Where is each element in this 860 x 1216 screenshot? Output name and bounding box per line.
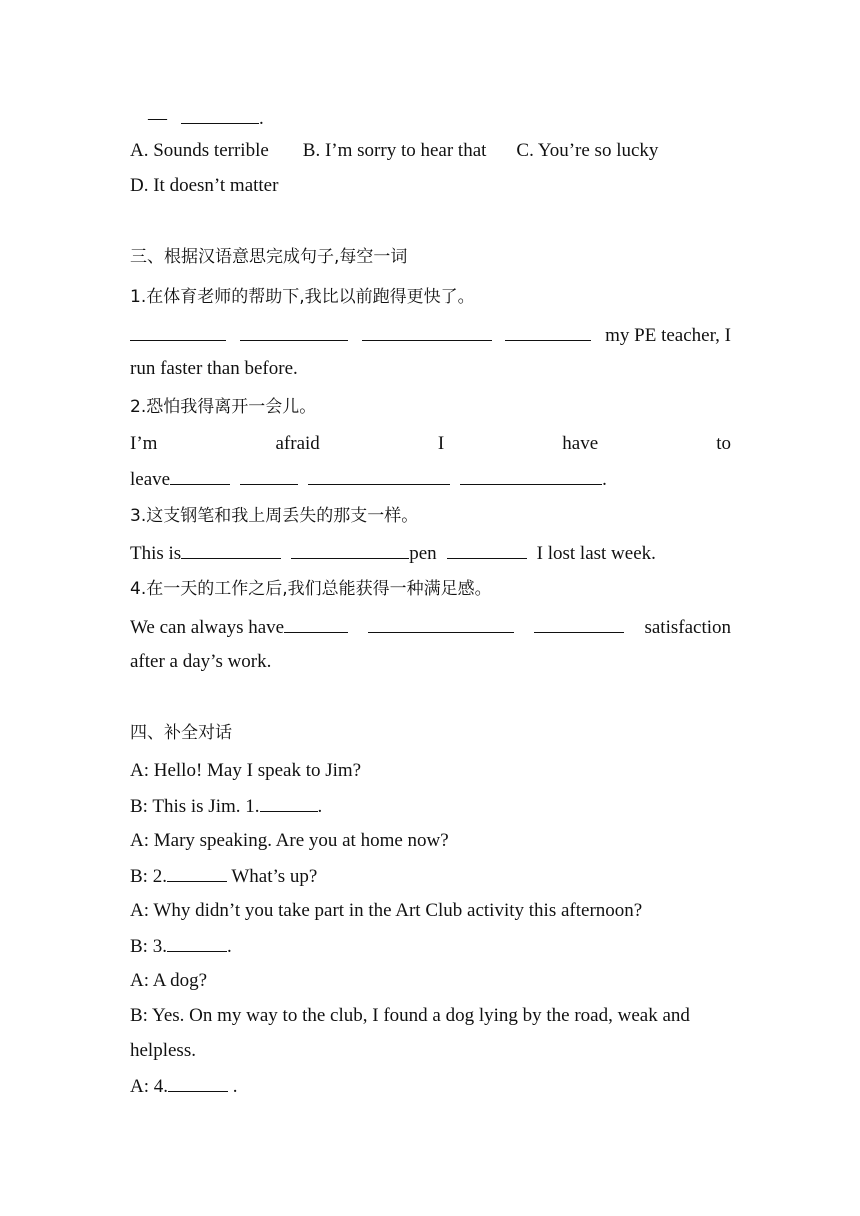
option-d: D. It doesn’t matter xyxy=(130,175,279,196)
word: I’m xyxy=(130,433,158,454)
dialogue-line xyxy=(130,934,731,959)
question-2-english-cont xyxy=(130,467,731,492)
period: . xyxy=(602,469,607,490)
blank[interactable] xyxy=(291,541,409,559)
dash: — xyxy=(148,108,167,129)
blank[interactable] xyxy=(181,541,281,559)
question-1-chinese: 1.在体育老师的帮助下,我比以前跑得更快了。 xyxy=(130,287,475,307)
dialogue-text: B: 3. xyxy=(130,936,167,957)
option-c: C. You’re so lucky xyxy=(516,140,659,161)
blank[interactable] xyxy=(447,541,527,559)
section-heading: 三、根据汉语意思完成句子,每空一词 xyxy=(130,247,408,267)
dialogue-line: A: A dog? xyxy=(130,970,208,991)
dialogue-line-cont: helpless. xyxy=(130,1040,196,1061)
dialogue-line: A: Hello! May I speak to Jim? xyxy=(130,760,362,781)
dialogue-text: . xyxy=(226,936,232,957)
question-2-chinese: 2.恐怕我得离开一会儿。 xyxy=(130,397,317,417)
blank[interactable] xyxy=(505,323,591,341)
dialogue-text: . xyxy=(228,1076,238,1097)
word: This is xyxy=(130,543,182,564)
blank[interactable] xyxy=(460,467,602,485)
question-3-english xyxy=(130,541,731,566)
sentence-tail: my PE teacher, I xyxy=(605,325,731,346)
question-1-english xyxy=(130,323,731,348)
dialogue-line: A: Mary speaking. Are you at home now? xyxy=(130,830,449,851)
option-a: A. Sounds terrible xyxy=(130,140,269,161)
dialogue-line: A: Why didn’t you take part in the Art Club activity this afternoon? xyxy=(130,900,643,921)
options-row xyxy=(130,139,731,163)
blank[interactable] xyxy=(308,467,450,485)
option-b: B. I’m sorry to hear that xyxy=(302,140,487,161)
question-4-chinese: 4.在一天的工作之后,我们总能获得一种满足感。 xyxy=(130,579,492,599)
word: leave xyxy=(130,469,171,490)
period: . xyxy=(259,108,264,129)
word: pen xyxy=(409,543,437,564)
blank[interactable] xyxy=(240,467,298,485)
dialogue-text: What’s up? xyxy=(226,866,318,887)
question-3-chinese: 3.这支钢笔和我上周丢失的那支一样。 xyxy=(130,506,419,526)
dialogue-blank[interactable] xyxy=(167,934,227,952)
dialogue-line xyxy=(130,864,731,889)
word: to xyxy=(716,433,731,454)
section-heading: 四、补全对话 xyxy=(130,723,232,743)
word: satisfaction xyxy=(644,617,731,638)
blank[interactable] xyxy=(240,323,348,341)
question-4-english xyxy=(130,615,731,640)
dialogue-text: . xyxy=(317,796,323,817)
answer-blank[interactable] xyxy=(181,106,259,124)
blank[interactable] xyxy=(534,615,624,633)
blank[interactable] xyxy=(368,615,514,633)
dialogue-blank[interactable] xyxy=(167,864,227,882)
question-2-english xyxy=(130,432,731,456)
dialogue-blank[interactable] xyxy=(168,1074,228,1092)
word: I lost last week. xyxy=(536,543,656,564)
dialogue-line: B: Yes. On my way to the club, I found a dog lying by the road, weak and xyxy=(130,1005,690,1026)
word: I xyxy=(437,433,445,454)
dialogue-blank[interactable] xyxy=(260,794,318,812)
dialogue-line xyxy=(130,1074,731,1099)
question-1-english-cont: run faster than before. xyxy=(130,358,298,379)
blank[interactable] xyxy=(362,323,492,341)
word: afraid xyxy=(275,433,320,454)
dialogue-text: A: 4. xyxy=(130,1076,168,1097)
word: We can always have xyxy=(130,617,285,638)
word: have xyxy=(562,433,599,454)
blank[interactable] xyxy=(170,467,230,485)
answer-line xyxy=(148,106,749,131)
blank[interactable] xyxy=(284,615,348,633)
dialogue-text: B: 2. xyxy=(130,866,167,887)
question-4-english-cont: after a day’s work. xyxy=(130,651,272,672)
blank[interactable] xyxy=(130,323,226,341)
dialogue-text: B: This is Jim. 1. xyxy=(130,796,260,817)
dialogue-line xyxy=(130,794,731,819)
